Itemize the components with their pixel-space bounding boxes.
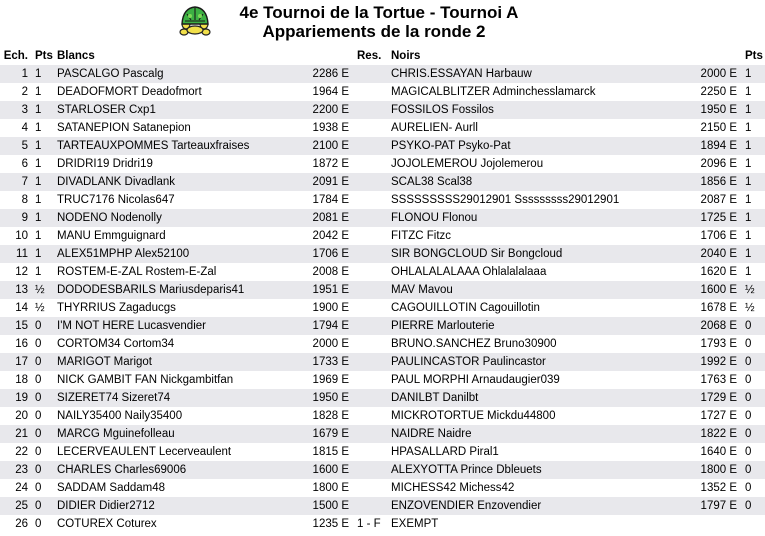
result	[353, 281, 391, 299]
white-rating: 1900 E	[297, 299, 353, 317]
black-rating: 1725 E	[687, 209, 741, 227]
table-row	[0, 479, 765, 497]
result	[353, 227, 391, 245]
board-number: 8	[0, 191, 32, 209]
white-points: ½	[32, 281, 55, 299]
table-row	[0, 389, 765, 407]
white-rating: 1951 E	[297, 281, 353, 299]
result	[353, 479, 391, 497]
white-player: SATANEPION Satanepion	[55, 119, 297, 137]
black-rating: 1950 E	[687, 101, 741, 119]
black-player: SIR BONGCLOUD Sir Bongcloud	[391, 245, 687, 263]
white-points: 0	[32, 497, 55, 515]
white-points: 1	[32, 173, 55, 191]
black-points: ½	[741, 299, 765, 317]
white-points: 1	[32, 191, 55, 209]
white-points: 0	[32, 353, 55, 371]
white-player: DIVADLANK Divadlank	[55, 173, 297, 191]
round-title: Appariements de la ronde 2	[262, 22, 486, 41]
board-number: 11	[0, 245, 32, 263]
white-player: DODODESBARILS Mariusdeparis41	[55, 281, 297, 299]
table-row	[0, 335, 765, 353]
result	[353, 461, 391, 479]
black-player: MAGICALBLITZER Adminchesslamarck	[391, 83, 687, 101]
white-points: 0	[32, 407, 55, 425]
black-rating: 1793 E	[687, 335, 741, 353]
black-player: SSSSSSSSS29012901 Sssssssss29012901	[391, 191, 687, 209]
board-number: 18	[0, 371, 32, 389]
white-rating: 1600 E	[297, 461, 353, 479]
white-player: SIZERET74 Sizeret74	[55, 389, 297, 407]
col-black: Noirs	[391, 50, 421, 62]
black-player: NAIDRE Naidre	[391, 425, 687, 443]
white-player: STARLOSER Cxp1	[55, 101, 297, 119]
white-points: 0	[32, 335, 55, 353]
board-number: 26	[0, 515, 32, 533]
table-row	[0, 137, 765, 155]
white-player: CORTOM34 Cortom34	[55, 335, 297, 353]
table-row	[0, 209, 765, 227]
white-player: THYRRIUS Zagaducgs	[55, 299, 297, 317]
black-player: EXEMPT	[391, 515, 687, 533]
black-rating: 1727 E	[687, 407, 741, 425]
white-points: 1	[32, 209, 55, 227]
result	[353, 299, 391, 317]
white-points: 1	[32, 83, 55, 101]
table-row	[0, 317, 765, 335]
result	[353, 65, 391, 83]
white-rating: 1706 E	[297, 245, 353, 263]
black-player: MICKROTORTUE Mickdu44800	[391, 407, 687, 425]
white-points: 1	[32, 263, 55, 281]
white-rating: 1872 E	[297, 155, 353, 173]
black-points: 0	[741, 317, 765, 335]
board-number: 12	[0, 263, 32, 281]
white-points: 0	[32, 443, 55, 461]
black-player: HPASALLARD Piral1	[391, 443, 687, 461]
white-points: 1	[32, 137, 55, 155]
black-rating: 2040 E	[687, 245, 741, 263]
black-rating: 1894 E	[687, 137, 741, 155]
white-rating: 1828 E	[297, 407, 353, 425]
result	[353, 443, 391, 461]
black-points: 0	[741, 497, 765, 515]
black-points: 1	[741, 137, 765, 155]
black-rating: 2000 E	[687, 65, 741, 83]
result	[353, 371, 391, 389]
white-rating: 1235 E	[297, 515, 353, 533]
black-rating: 1729 E	[687, 389, 741, 407]
board-number: 16	[0, 335, 32, 353]
white-rating: 1784 E	[297, 191, 353, 209]
white-points: ½	[32, 299, 55, 317]
col-black-elo	[687, 47, 741, 65]
white-rating: 2100 E	[297, 137, 353, 155]
white-rating: 1733 E	[297, 353, 353, 371]
white-player: NODENO Nodenolly	[55, 209, 297, 227]
black-player: FOSSILOS Fossilos	[391, 101, 687, 119]
board-number: 24	[0, 479, 32, 497]
black-points: 1	[741, 119, 765, 137]
white-player: I'M NOT HERE Lucasvendier	[55, 317, 297, 335]
black-rating: 1856 E	[687, 173, 741, 191]
white-points: 1	[32, 155, 55, 173]
board-number: 20	[0, 407, 32, 425]
table-header-row	[0, 47, 765, 65]
table-row	[0, 227, 765, 245]
table-row	[0, 245, 765, 263]
board-number: 21	[0, 425, 32, 443]
black-points: 0	[741, 371, 765, 389]
black-rating: 2096 E	[687, 155, 741, 173]
white-player: TARTEAUXPOMMES Tarteauxfraises	[55, 137, 297, 155]
col-ech: Ech.	[3, 50, 28, 62]
white-rating: 1950 E	[297, 389, 353, 407]
white-points: 1	[32, 245, 55, 263]
white-rating: 1800 E	[297, 479, 353, 497]
white-rating: 1500 E	[297, 497, 353, 515]
board-number: 7	[0, 173, 32, 191]
table-row	[0, 407, 765, 425]
result	[353, 137, 391, 155]
black-rating: 1706 E	[687, 227, 741, 245]
result	[353, 101, 391, 119]
white-points: 0	[32, 425, 55, 443]
white-points: 1	[32, 101, 55, 119]
result	[353, 389, 391, 407]
black-points: 0	[741, 353, 765, 371]
board-number: 22	[0, 443, 32, 461]
white-player: ROSTEM-E-ZAL Rostem-E-Zal	[55, 263, 297, 281]
table-row	[0, 371, 765, 389]
black-points: 0	[741, 407, 765, 425]
table-row	[0, 461, 765, 479]
black-points: 1	[741, 173, 765, 191]
black-rating	[687, 515, 741, 533]
result	[353, 83, 391, 101]
white-points: 0	[32, 515, 55, 533]
black-points: 0	[741, 425, 765, 443]
board-number: 23	[0, 461, 32, 479]
black-points: 1	[741, 263, 765, 281]
table-row	[0, 119, 765, 137]
black-rating: 1352 E	[687, 479, 741, 497]
board-number: 1	[0, 65, 32, 83]
board-number: 15	[0, 317, 32, 335]
black-player: CAGOUILLOTIN Cagouillotin	[391, 299, 687, 317]
white-rating: 1679 E	[297, 425, 353, 443]
white-player: TRUC7176 Nicolas647	[55, 191, 297, 209]
black-points: 1	[741, 191, 765, 209]
result	[353, 209, 391, 227]
tournament-title: 4e Tournoi de la Tortue - Tournoi A	[239, 3, 519, 22]
black-rating: 1620 E	[687, 263, 741, 281]
black-player: MAV Mavou	[391, 281, 687, 299]
white-rating: 2081 E	[297, 209, 353, 227]
board-number: 5	[0, 137, 32, 155]
black-player: PIERRE Marlouterie	[391, 317, 687, 335]
white-player: MARCG Mguinefolleau	[55, 425, 297, 443]
black-points: 1	[741, 155, 765, 173]
black-rating: 1678 E	[687, 299, 741, 317]
table-row	[0, 101, 765, 119]
white-rating: 2286 E	[297, 65, 353, 83]
white-points: 0	[32, 479, 55, 497]
white-points: 0	[32, 317, 55, 335]
black-points	[741, 515, 765, 533]
table-row	[0, 173, 765, 191]
white-rating: 1938 E	[297, 119, 353, 137]
result	[353, 263, 391, 281]
white-rating: 2000 E	[297, 335, 353, 353]
white-rating: 1969 E	[297, 371, 353, 389]
white-player: DIDIER Didier2712	[55, 497, 297, 515]
white-points: 1	[32, 65, 55, 83]
black-points: 1	[741, 65, 765, 83]
black-rating: 1763 E	[687, 371, 741, 389]
col-res: Res.	[357, 50, 382, 62]
result	[353, 155, 391, 173]
black-player: PAUL MORPHI Arnaudaugier039	[391, 371, 687, 389]
black-player: DANILBT Danilbt	[391, 389, 687, 407]
black-rating: 1822 E	[687, 425, 741, 443]
black-player: ENZOVENDIER Enzovendier	[391, 497, 687, 515]
board-number: 14	[0, 299, 32, 317]
result	[353, 425, 391, 443]
board-number: 19	[0, 389, 32, 407]
black-player: FLONOU Flonou	[391, 209, 687, 227]
white-player: DRIDRI19 Dridri19	[55, 155, 297, 173]
black-player: SCAL38 Scal38	[391, 173, 687, 191]
white-points: 0	[32, 371, 55, 389]
result: 1 - F	[353, 515, 391, 533]
board-number: 4	[0, 119, 32, 137]
board-number: 10	[0, 227, 32, 245]
black-rating: 1800 E	[687, 461, 741, 479]
board-number: 3	[0, 101, 32, 119]
col-pts: Pts	[35, 50, 53, 62]
table-row	[0, 155, 765, 173]
result	[353, 497, 391, 515]
black-player: PAULINCASTOR Paulincastor	[391, 353, 687, 371]
page-header	[0, 0, 748, 46]
board-number: 6	[0, 155, 32, 173]
col-black-pts: Pts	[745, 50, 763, 62]
black-rating: 1640 E	[687, 443, 741, 461]
result	[353, 335, 391, 353]
table-row	[0, 443, 765, 461]
black-points: 1	[741, 227, 765, 245]
white-player: MANU Emmguignard	[55, 227, 297, 245]
black-player: OHLALALALAAA Ohlalalalaaa	[391, 263, 687, 281]
board-number: 25	[0, 497, 32, 515]
white-player: CHARLES Charles69006	[55, 461, 297, 479]
black-points: 0	[741, 389, 765, 407]
result	[353, 173, 391, 191]
result	[353, 407, 391, 425]
white-rating: 2008 E	[297, 263, 353, 281]
table-row	[0, 497, 765, 515]
black-player: CHRIS.ESSAYAN Harbauw	[391, 65, 687, 83]
black-points: 0	[741, 479, 765, 497]
black-player: BRUNO.SANCHEZ Bruno30900	[391, 335, 687, 353]
white-player: COTUREX Coturex	[55, 515, 297, 533]
black-points: ½	[741, 281, 765, 299]
table-row	[0, 263, 765, 281]
black-points: 1	[741, 101, 765, 119]
white-rating: 1964 E	[297, 83, 353, 101]
board-number: 9	[0, 209, 32, 227]
white-player: DEADOFMORT Deadofmort	[55, 83, 297, 101]
black-rating: 1600 E	[687, 281, 741, 299]
black-player: AURELIEN- Aurll	[391, 119, 687, 137]
black-player: PSYKO-PAT Psyko-Pat	[391, 137, 687, 155]
table-row	[0, 515, 765, 533]
black-rating: 1992 E	[687, 353, 741, 371]
black-rating: 2150 E	[687, 119, 741, 137]
table-row	[0, 281, 765, 299]
table-row	[0, 425, 765, 443]
board-number: 2	[0, 83, 32, 101]
black-rating: 2068 E	[687, 317, 741, 335]
white-player: NICK GAMBIT FAN Nickgambitfan	[55, 371, 297, 389]
white-points: 1	[32, 119, 55, 137]
result	[353, 191, 391, 209]
board-number: 13	[0, 281, 32, 299]
black-player: MICHESS42 Michess42	[391, 479, 687, 497]
black-rating: 2087 E	[687, 191, 741, 209]
white-points: 1	[32, 227, 55, 245]
black-points: 0	[741, 461, 765, 479]
white-points: 0	[32, 461, 55, 479]
black-points: 0	[741, 443, 765, 461]
white-rating: 2200 E	[297, 101, 353, 119]
black-rating: 1797 E	[687, 497, 741, 515]
table-row	[0, 191, 765, 209]
black-points: 1	[741, 83, 765, 101]
result	[353, 317, 391, 335]
white-player: PASCALGO Pascalg	[55, 65, 297, 83]
black-points: 0	[741, 335, 765, 353]
black-points: 1	[741, 209, 765, 227]
black-player: FITZC Fitzc	[391, 227, 687, 245]
board-number: 17	[0, 353, 32, 371]
table-row	[0, 83, 765, 101]
white-points: 0	[32, 389, 55, 407]
result	[353, 119, 391, 137]
white-rating: 2042 E	[297, 227, 353, 245]
black-player: JOJOLEMEROU Jojolemerou	[391, 155, 687, 173]
table-row	[0, 353, 765, 371]
white-player: MARIGOT Marigot	[55, 353, 297, 371]
pairings-table	[0, 47, 765, 533]
black-player: ALEXYOTTA Prince Dbleuets	[391, 461, 687, 479]
white-player: ALEX51MPHP Alex52100	[55, 245, 297, 263]
col-white: Blancs	[57, 50, 95, 62]
black-points: 1	[741, 245, 765, 263]
white-rating: 1794 E	[297, 317, 353, 335]
white-player: SADDAM Saddam48	[55, 479, 297, 497]
result	[353, 245, 391, 263]
black-rating: 2250 E	[687, 83, 741, 101]
result	[353, 353, 391, 371]
white-rating: 1815 E	[297, 443, 353, 461]
col-white-elo	[297, 47, 353, 65]
white-rating: 2091 E	[297, 173, 353, 191]
white-player: NAILY35400 Naily35400	[55, 407, 297, 425]
white-player: LECERVEAULENT Lecerveaulent	[55, 443, 297, 461]
table-row	[0, 65, 765, 83]
table-row	[0, 299, 765, 317]
